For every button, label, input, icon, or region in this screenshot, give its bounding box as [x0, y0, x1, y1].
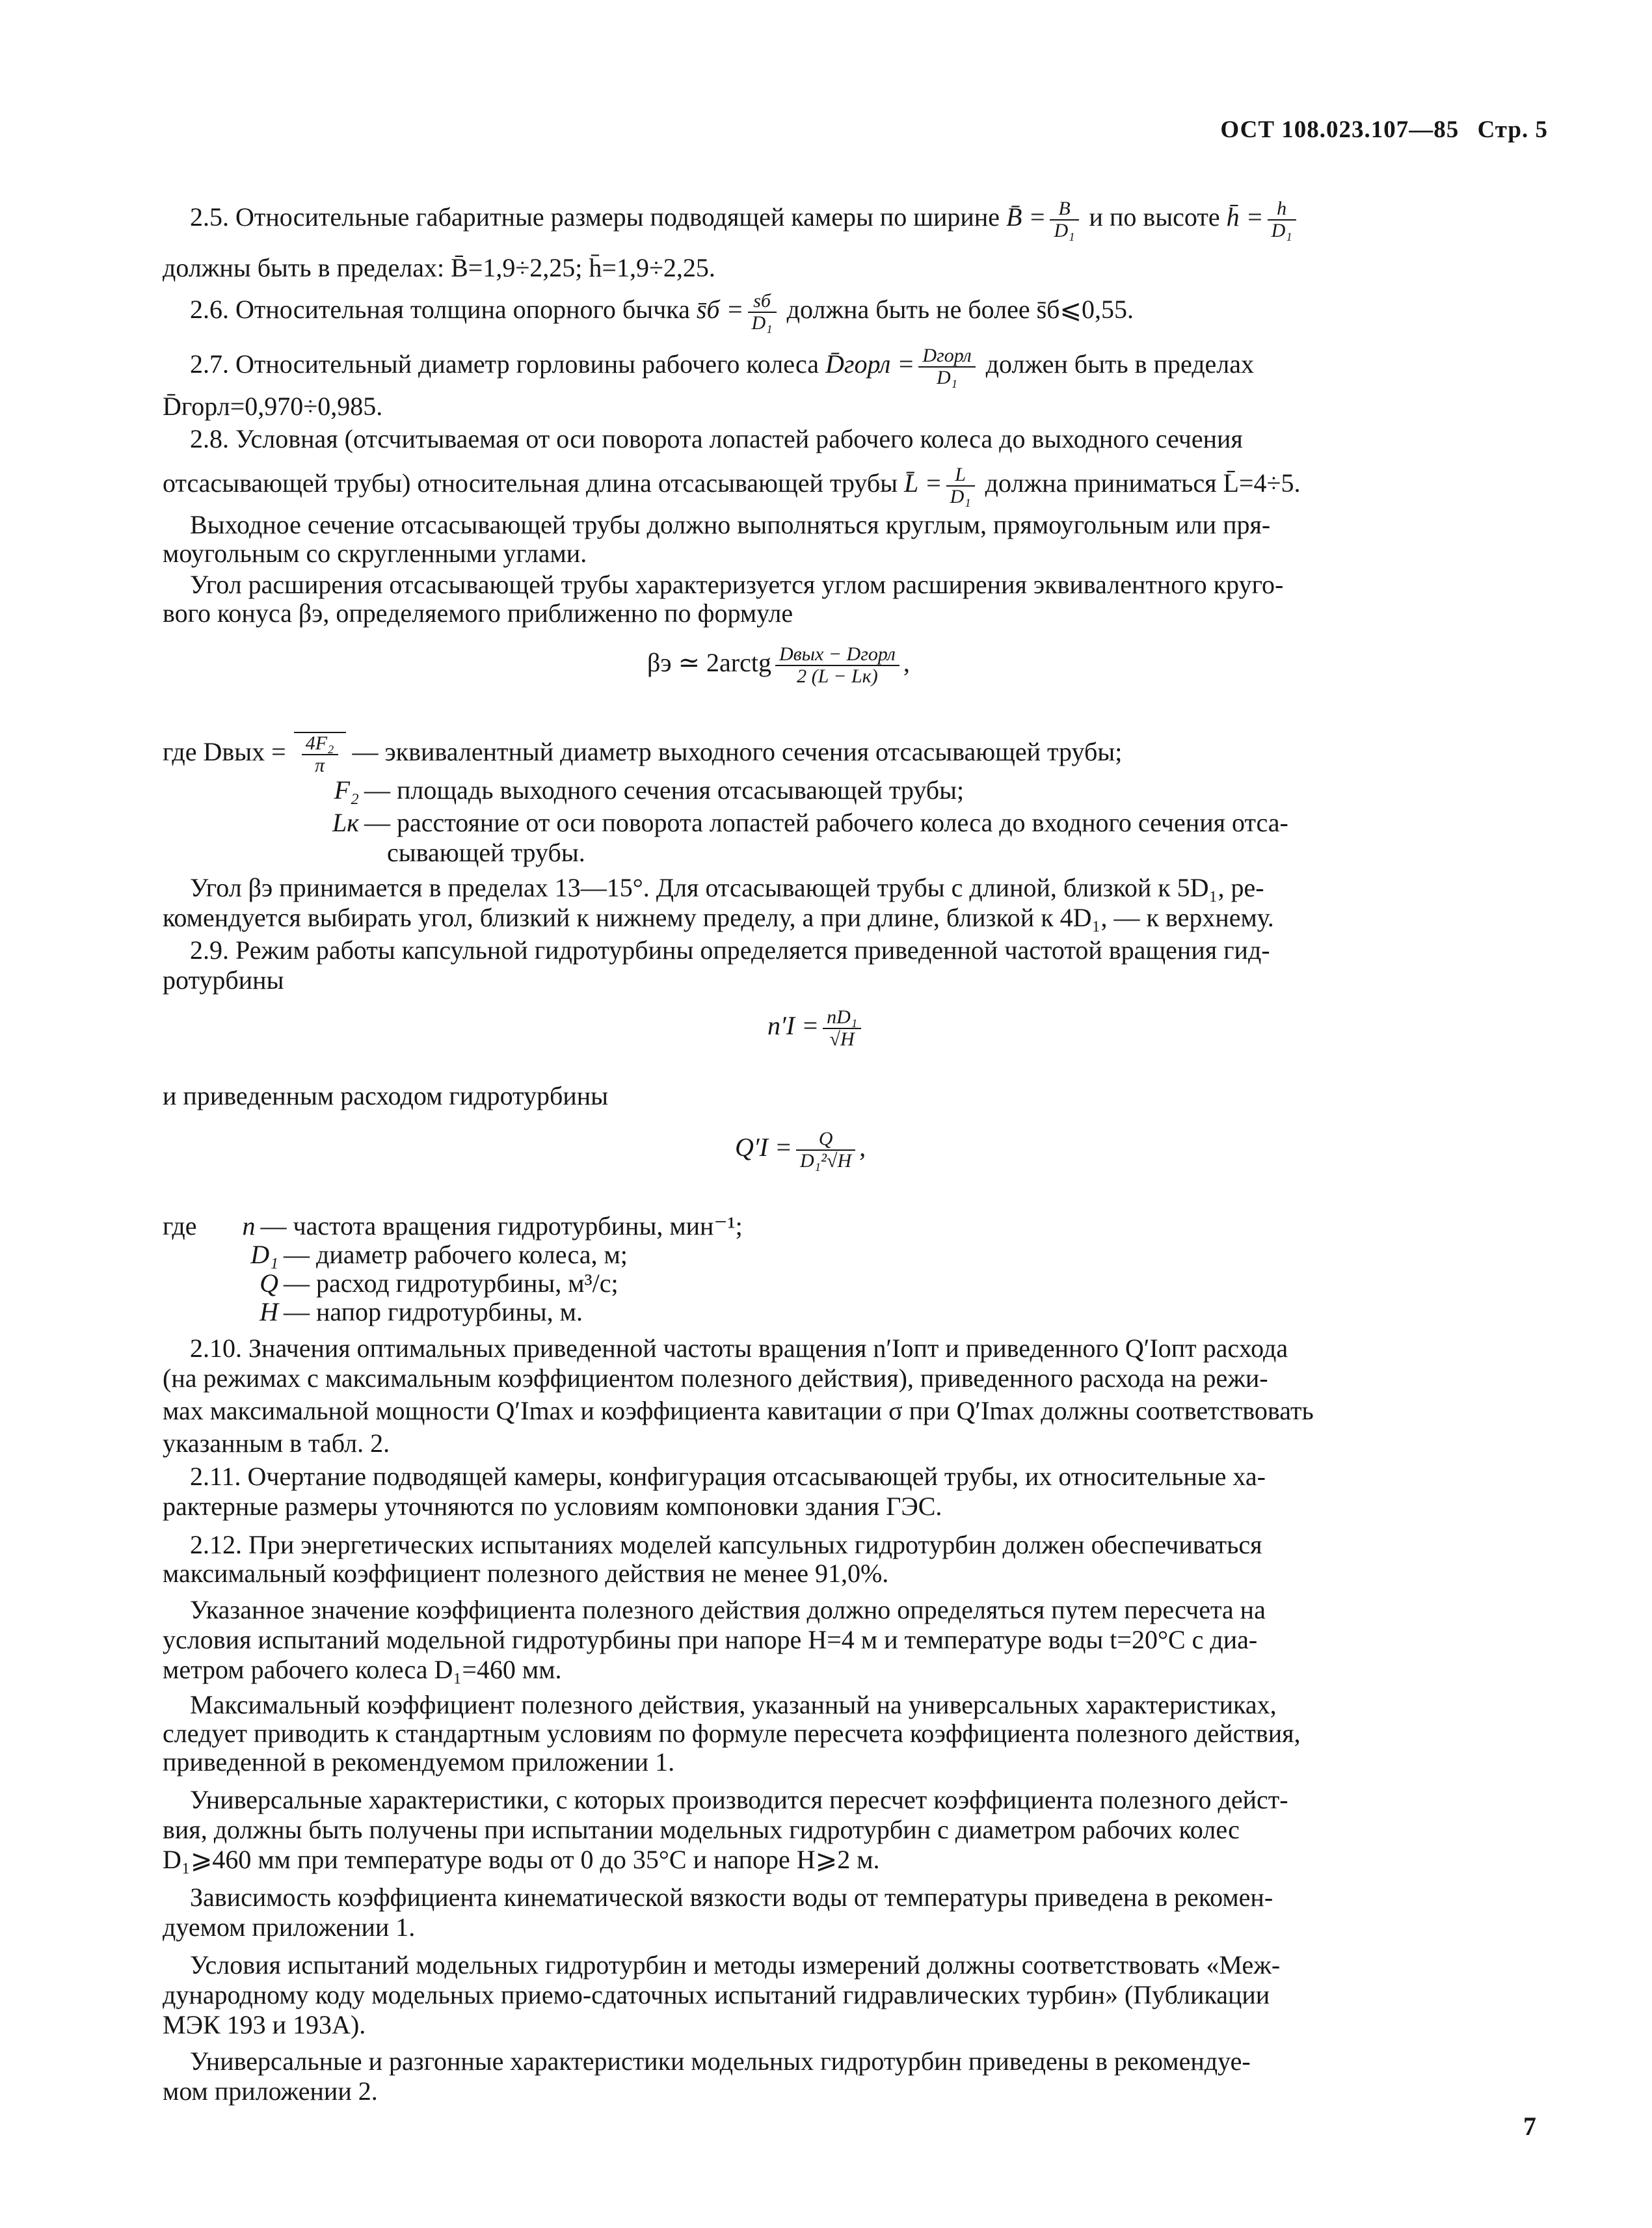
para-2-12-line6: Максимальный коэффициент полезного действия, указанный на универсальных характеристиках, — [190, 1690, 1277, 1719]
para-2-10-line3: мах максимальной мощности Q′Imax и коэффициента кавитации σ при Q′Imax должны соответствовать — [163, 1396, 1314, 1425]
fraction-l — [946, 464, 975, 507]
text: — эквивалентный диаметр выходного сечения отсасывающей трубы; — [352, 737, 1123, 767]
frac-den: π — [315, 755, 325, 776]
where-dvyx — [163, 732, 1532, 776]
fraction-b — [1050, 198, 1078, 241]
para-2-12-line7: следует приводить к стандартным условиям по формуле пересчета коэффициента полезного действия, — [163, 1719, 1301, 1748]
para-2-11-line1: 2.11. Очертание подводящей камеры, конфигурация отсасывающей трубы, их относительные ха- — [190, 1462, 1266, 1491]
para-2-12-line17: Универсальные и разгонные характеристики модельных гидротурбин приведены в рекомендуе- — [190, 2047, 1251, 2076]
text: должна приниматься L̄=4÷5. — [985, 468, 1301, 498]
para-2-12-line3: Указанное значение коэффициента полезного действия должно определяться путем пересчета на — [190, 1595, 1266, 1624]
para-2-12-line11: D₁⩾460 мм при температуре воды от 0 до 35°C и напоре H⩾2 м. — [163, 1845, 880, 1874]
frac-num: h — [1268, 198, 1296, 221]
text: — площадь выходного сечения отсасывающей трубы; — [364, 775, 965, 805]
para-2-12-line12: Зависимость коэффициента кинематической вязкости воды от температуры приведена в рекомен- — [190, 1883, 1273, 1912]
frac-den: D₁ — [1054, 220, 1075, 241]
def-label: F₂ — [334, 775, 359, 805]
text: — расстояние от оси поворота лопастей рабочего колеса до входного сечения отса- — [364, 808, 1288, 837]
formula-comma: , — [859, 1133, 866, 1162]
para-2-8-line8: комендуется выбирать угол, близкий к нижнему пределу, а при длине, близкой к 4D₁, — к верхнему. — [163, 903, 1274, 932]
formula-lhs: Q′I = — [735, 1133, 792, 1162]
para-2-10-line1: 2.10. Значения оптимальных приведенной частоты вращения n′Iопт и приведенного Q′Iопт расхода — [190, 1334, 1288, 1363]
formula-lhs: βэ ≃ 2arctg — [647, 648, 771, 678]
page-number: 7 — [1523, 2112, 1536, 2141]
text: где Dвых = — [163, 737, 286, 767]
text: 2.7. Относительный диаметр горловины рабочего колеса — [190, 349, 819, 379]
frac-den: D₁²√H — [799, 1150, 852, 1172]
para-2-12-line2: максимальный коэффициент полезного действия не менее 91,0%. — [163, 1559, 889, 1588]
para-2-9-line2: ротурбины — [163, 965, 284, 995]
para-2-12-line9: Универсальные характеристики, с которых производится пересчет коэффициента полезного дейст- — [190, 1785, 1288, 1814]
para-2-10-line4: указанным в табл. 2. — [163, 1429, 390, 1458]
formula-n1 — [767, 1007, 865, 1050]
def-n — [163, 1210, 1532, 1242]
text: 2.6. Относительная толщина опорного бычка — [190, 295, 690, 325]
text: — расход гидротурбины, м³/с; — [284, 1268, 619, 1298]
para-2-5-line2: должны быть в пределах: B̄=1,9÷2,25; h̄=1,9÷2,25. — [163, 253, 715, 282]
para-2-9-line1: 2.9. Режим работы капсульной гидротурбины определяется приведенной частотой вращения гид- — [190, 935, 1270, 965]
def-label: D₁ — [250, 1240, 278, 1269]
formula-comma: , — [903, 648, 910, 678]
def-label: n — [242, 1211, 256, 1241]
frac-den: D₁ — [751, 312, 773, 334]
para-2-12-line4: условия испытаний модельной гидротурбины при напоре H=4 м и температуре воды t=20°C с диа- — [163, 1625, 1258, 1654]
fraction-d — [918, 345, 975, 388]
para-2-12-line10: вия, должны быть получены при испытании модельных гидротурбин с диаметром рабочих колес — [163, 1815, 1240, 1844]
def-d1 — [163, 1239, 1532, 1271]
b-symbol: B̄ = — [1006, 202, 1046, 232]
para-2-12-line15: дународному коду модельных приемо-сдаточных испытаний гидравлических турбин» (Публикации — [163, 1980, 1270, 2009]
text: — напор гидротурбины, м. — [284, 1297, 583, 1326]
formula-fraction — [796, 1129, 855, 1172]
s-symbol: s̄б = — [696, 295, 744, 325]
def-lk-cont: сывающей трубы. — [387, 838, 585, 867]
h-symbol: h̄ = — [1226, 202, 1264, 232]
frac-den: D₁ — [950, 486, 971, 507]
def-label: Lк — [332, 808, 359, 837]
frac-den: D₁ — [1271, 220, 1292, 241]
frac-num: Q — [796, 1129, 855, 1151]
text: отсасывающей трубы) относительная длина отсасывающей трубы — [163, 468, 898, 498]
para-2-12-line18: мом приложении 2. — [163, 2076, 378, 2106]
formula-lhs: n′I = — [767, 1011, 819, 1041]
formula-beta — [647, 644, 910, 687]
para-2-12-line14: Условия испытаний модельных гидротурбин и методы измерений должны соответствовать «Меж- — [190, 1950, 1281, 1980]
para-2-12-line1: 2.12. При энергетических испытаниях моделей капсульных гидротурбин должен обеспечиваться — [190, 1530, 1262, 1559]
fraction-s — [748, 291, 777, 334]
frac-num: Dвых − Dгорл — [775, 644, 899, 666]
frac-num: nD₁ — [823, 1007, 861, 1029]
para-2-5-line1 — [190, 198, 1532, 241]
frac-num: 4F₂ — [302, 733, 338, 755]
para-2-8-line1: 2.8. Условная (отсчитываемая от оси поворота лопастей рабочего колеса до выходного сечения — [190, 424, 1243, 453]
text: и по высоте — [1089, 202, 1220, 232]
formula-fraction — [775, 644, 899, 687]
para-2-12-line16: МЭК 193 и 193А). — [163, 2010, 366, 2039]
para-2-11-line2: рактерные размеры уточняются по условиям компоновки здания ГЭС. — [163, 1492, 942, 1521]
frac-num: L — [946, 464, 975, 487]
para-2-8-line4: моугольным со скругленными углами. — [163, 539, 587, 568]
def-q — [163, 1267, 1532, 1300]
frac-den: √H — [829, 1028, 855, 1050]
frac-den: D₁ — [936, 367, 958, 388]
text: — диаметр рабочего колеса, м; — [284, 1240, 628, 1269]
para-2-12-line8: приведенной в рекомендуемом приложении 1. — [163, 1747, 675, 1777]
text: 2.5. Относительные габаритные размеры подводящей камеры по ширине — [190, 202, 1000, 232]
header-page-ref: Стр. 5 — [1477, 116, 1548, 143]
def-label: Q — [260, 1268, 278, 1298]
para-2-8-line5: Угол расширения отсасывающей трубы характеризуется углом расширения эквивалентного круго- — [190, 570, 1284, 599]
def-h — [163, 1296, 1532, 1328]
text: где — [163, 1211, 197, 1241]
para-2-12-line13: дуемом приложении 1. — [163, 1913, 416, 1942]
para-2-8-line7: Угол βэ принимается в пределах 13—15°. Для отсасывающей трубы с длиной, близкой к 5D₁, ре- — [190, 873, 1264, 902]
fraction-h — [1268, 198, 1296, 241]
para-2-10-line2: (на режимах с максимальным коэффициентом полезного действия), приведенного расхода на режи- — [163, 1363, 1268, 1393]
def-lk — [277, 807, 1532, 839]
formula-q1 — [735, 1129, 866, 1172]
para-2-12-line5: метром рабочего колеса D₁=460 мм. — [163, 1655, 562, 1684]
para-2-8-line3: Выходное сечение отсасывающей трубы должно выполняться круглым, прямоугольным или пря- — [190, 510, 1271, 539]
text: — частота вращения гидротурбины, мин⁻¹; — [260, 1211, 743, 1241]
para-2-7-line1 — [190, 345, 1532, 388]
frac-num: B — [1050, 198, 1078, 221]
sqrt-expression — [294, 732, 346, 776]
para-2-7-line2: D̄горл=0,970÷0,985. — [163, 392, 383, 421]
def-label: H — [260, 1297, 278, 1326]
frac-num: Dгорл — [918, 345, 975, 368]
l-symbol: L̄ = — [904, 468, 942, 498]
frac-den: 2 (L − Lк) — [797, 665, 878, 687]
formula-fraction — [823, 1007, 861, 1050]
para-2-8-line2 — [163, 464, 1532, 507]
frac-num: sб — [748, 291, 777, 313]
text: должна быть не более s̄б⩽0,55. — [786, 295, 1134, 325]
header-doc-code: ОСТ 108.023.107—85 — [1220, 116, 1459, 143]
d-symbol: D̄горл = — [825, 349, 915, 379]
sqrt-fraction — [302, 733, 338, 776]
page-header — [1220, 116, 1548, 144]
para-2-8-line6: вого конуса βэ, определяемого приближенно по формуле — [163, 598, 793, 628]
para-2-6 — [190, 291, 1532, 334]
text: должен быть в пределах — [985, 349, 1255, 379]
para-2-9-line3: и приведенным расходом гидротурбины — [163, 1081, 609, 1110]
def-f2 — [277, 774, 1646, 807]
